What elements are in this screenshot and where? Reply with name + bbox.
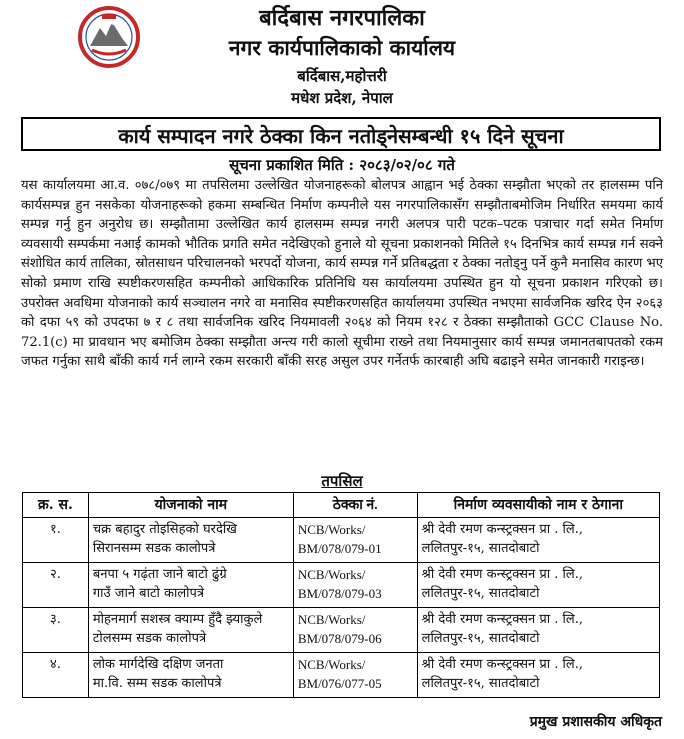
col-header-sn: क्र. स. <box>23 493 89 518</box>
col-header-contract-no: ठेक्का नं. <box>293 493 417 518</box>
table-row <box>23 608 660 653</box>
row-sn: ३. <box>23 608 89 653</box>
row-project-name: बनपा ५ गढ़ंता जाने बाटो ढुंग्रे गाउँ जाने बाटो कालोपत्रे <box>88 563 293 608</box>
row-project-name: चक्र बहादुर तोइसिहको घरदेखि सिरानसम्म सडक कालोपत्रे <box>88 518 293 563</box>
row-contractor: श्री देवी रमण कन्स्ट्रक्सन प्रा . लि., ललितपुर-१५, सातदोबाटो <box>417 518 659 563</box>
letterhead <box>0 0 684 118</box>
published-date: सूचना प्रकाशित मिति : २०८३/०२/०८ गते <box>229 156 455 174</box>
row-contractor: श्री देवी रमण कन्स्ट्रक्सन प्रा . लि., ललितपुर-१५, सातदोबाटो <box>417 653 659 698</box>
row-contract-no: NCB/Works/ BM/076/077-05 <box>293 653 417 698</box>
schedule-table <box>22 492 660 698</box>
schedule-heading: तपसिल <box>321 472 363 490</box>
notice-title: कार्य सम्पादन नगरे ठेक्का किन नतोड्नेसम्बन्धी १५ दिने सूचना <box>21 117 661 151</box>
address-line-1: बर्दिबास,महोत्तरी <box>297 67 387 85</box>
row-contractor: श्री देवी रमण कन्स्ट्रक्सन प्रा . लि., ललितपुर-१५, सातदोबाटो <box>417 563 659 608</box>
row-sn: ४. <box>23 653 89 698</box>
municipality-name: बर्दिबास नगरपालिका <box>259 5 425 31</box>
table-row <box>23 563 660 608</box>
table-row <box>23 518 660 563</box>
row-contract-no: NCB/Works/ BM/078/079-06 <box>293 608 417 653</box>
row-sn: २. <box>23 563 89 608</box>
row-project-name: लोक मार्गदेखि दक्षिण जनता मा.वि. सम्म सडक कालोपत्रे <box>88 653 293 698</box>
col-header-contractor: निर्माण व्यवसायीको नाम र ठेगाना <box>417 493 659 518</box>
row-sn: १. <box>23 518 89 563</box>
row-contract-no: NCB/Works/ BM/078/079-03 <box>293 563 417 608</box>
address-line-2: मधेश प्रदेश, नेपाल <box>291 89 393 107</box>
row-contract-no: NCB/Works/ BM/078/079-01 <box>293 518 417 563</box>
row-contractor: श्री देवी रमण कन्स्ट्रक्सन प्रा . लि., ललितपुर-१५, सातदोबाटो <box>417 608 659 653</box>
notice-body: यस कार्यालयमा आ.व. ०७८/०७९ मा तपसिलमा उल्लेखित योजनाहरूको बोलपत्र आह्वान भई ठेक्का सम्झौता भएको तर हालसम्म पनि कार्यसम्पन्न हुन नसकेका योजनाहरूको हकमा सम्बन्धित निर्माण कम्पनीले यस नगरपालिकासँग सम्झौताबमोजिम निर्धारित समयमा कार्य सम्पन्न गर्नु हुन अनुरोध छ। सम्झौतामा उल्लेखित कार्य हालसम्म सम्पन्न नगरी अलपत्र पारी पटक–पटक पत्राचार गर्दा समेत निर्माण व्यवसायी सम्पर्कमा नआई कामको भौतिक प्रगति समेत नदेखिएको हुनाले यो सूचना प्रकाशनको मितिले १५ दिनभित्र कार्य सम्पन्न गर्न सक्ने संशोधित कार्य तालिका, स्रोतसाधन परिचालनको भरपर्दो योजना, कार्य सम्पन्न गर्ने प्रतिबद्धता र ठेक्का नतोड्नु पर्ने कुनै मनासिव कारण भए सोको प्रमाण राखि स्पष्टीकरणसहित कम्पनीको आधिकारिक प्रतिनिधि यस कार्यालयमा उपस्थित हुन यो सूचना प्रकाशन गरिएको छ। उपरोक्त अवधिमा योजनाको कार्य सञ्चालन नगरे वा मनासिव स्पष्टीकरणसहित कार्यालयमा उपस्थित नभएमा सार्वजनिक खरिद ऐन २०६३ को दफा ५९ को उपदफा ७ र ८ तथा सार्वजनिक खरिद नियमावली २०६४ को नियम १२८ र ठेक्का सम्झौताको GCC Clause No. 72.1(c) मा प्रावधान भए बमोजिम ठेक्का सम्झौता अन्त्य गरी कालो सूचीमा राख्ने तथा नियमानुसार कार्य सम्पन्न जमानतबापतको रकम जफत गर्नुका साथै बाँकी कार्य गर्न लाग्ने रकम सरकारी बाँकी सरह असुल उपर गर्नेतर्फ कारबाही अघि बढाइने समेत जानकारी गराइन्छ। <box>21 178 663 370</box>
office-name: नगर कार्यपालिकाको कार्यालय <box>228 35 456 60</box>
signature-designation: प्रमुख प्रशासकीय अधिकृत <box>529 714 662 730</box>
table-header-row <box>23 493 660 518</box>
table-row <box>23 653 660 698</box>
col-header-project: योजनाको नाम <box>88 493 293 518</box>
row-project-name: मोहनमार्ग सशस्त्र क्याम्प हुँदै झ्याकुले टोलसम्म सडक कालोपत्रे <box>88 608 293 653</box>
